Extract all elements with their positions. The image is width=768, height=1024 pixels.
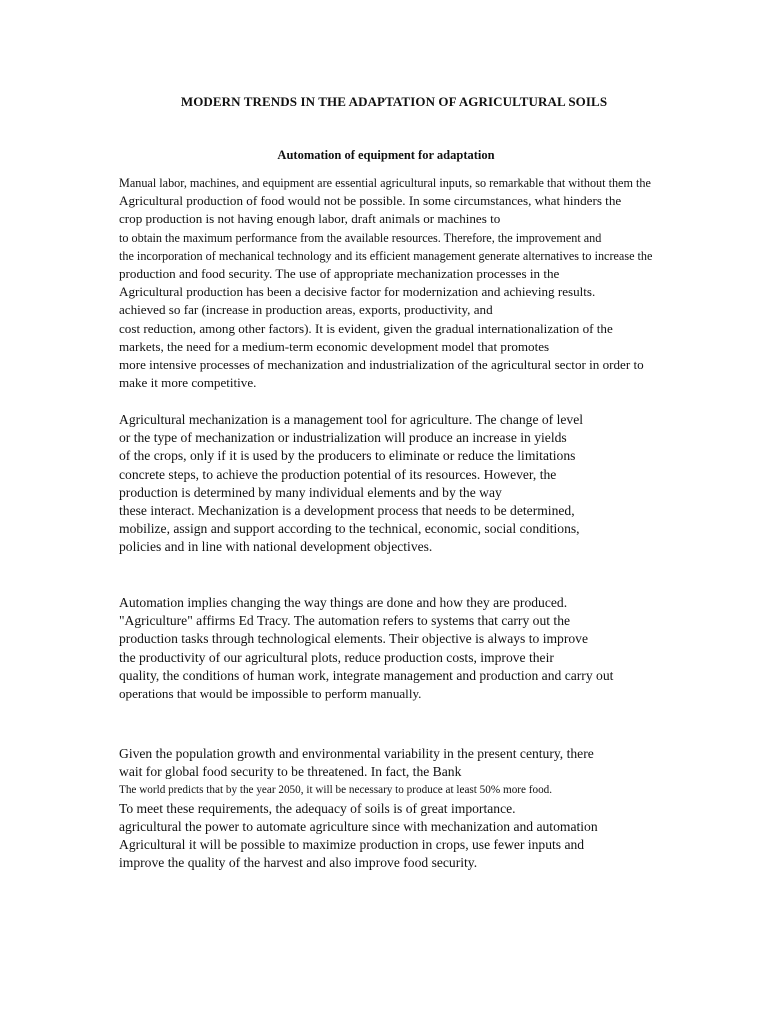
paragraph-line: Agricultural production of food would not be possible. In some circumstances, what hinders the <box>119 193 622 209</box>
paragraph-line: Agricultural production has been a decisive factor for modernization and achieving results. <box>119 284 596 300</box>
paragraph-3 <box>119 594 749 703</box>
paragraph-line: or the type of mechanization or industrialization will produce an increase in yields <box>119 430 567 446</box>
paragraph-line: the productivity of our agricultural plots, reduce production costs, improve their <box>119 649 554 665</box>
paragraph-line: wait for global food security to be threatened. In fact, the Bank <box>119 764 462 780</box>
paragraph-line: make it more competitive. <box>119 375 257 391</box>
paragraph-line: Automation implies changing the way things are done and how they are produced. <box>119 595 568 610</box>
document-title: MODERN TRENDS IN THE ADAPTATION OF AGRICULTURAL SOILS <box>180 94 608 109</box>
paragraph-line: policies and in line with national development objectives. <box>119 539 433 555</box>
paragraph-line: the incorporation of mechanical technology and its efficient management generate alternatives to increase the <box>119 248 653 263</box>
paragraph-line: The world predicts that by the year 2050, it will be necessary to produce at least 50% more food. <box>119 784 553 797</box>
paragraph-line: To meet these requirements, the adequacy of soils is of great importance. <box>119 800 516 816</box>
paragraph-1 <box>119 174 749 392</box>
paragraph-line: mobilize, assign and support according to the technical, economic, social conditions, <box>119 521 580 537</box>
paragraph-line: concrete steps, to achieve the production potential of its resources. However, the <box>119 466 557 482</box>
paragraph-line: these interact. Mechanization is a development process that needs to be determined, <box>119 502 575 518</box>
paragraph-line: crop production is not having enough labor, draft animals or machines to <box>119 211 501 227</box>
paragraph-line: cost reduction, among other factors). It is evident, given the gradual internationalization of the <box>119 320 613 336</box>
paragraph-line: markets, the need for a medium-term economic development model that promotes <box>119 338 550 354</box>
paragraph-line: of the crops, only if it is used by the producers to eliminate or reduce the limitations <box>119 448 576 464</box>
paragraph-line: "Agriculture" affirms Ed Tracy. The automation refers to systems that carry out the <box>119 613 571 629</box>
paragraph-line: improve the quality of the harvest and also improve food security. <box>119 855 478 871</box>
paragraph-4 <box>119 745 749 872</box>
paragraph-line: production and food security. The use of appropriate mechanization processes in the <box>119 265 560 281</box>
paragraph-line: to obtain the maximum performance from the available resources. Therefore, the improvement and <box>119 230 602 245</box>
paragraph-line: Given the population growth and environmental variability in the present century, there <box>119 746 594 761</box>
paragraph-line: quality, the conditions of human work, integrate management and production and carry out <box>119 667 614 683</box>
paragraph-line: more intensive processes of mechanization and industrialization of the agricultural sector in order to <box>119 356 644 372</box>
paragraph-line: agricultural the power to automate agriculture since with mechanization and automation <box>119 818 598 834</box>
paragraph-line: production is determined by many individual elements and by the way <box>119 484 502 500</box>
paragraph-line: Manual labor, machines, and equipment are essential agricultural inputs, so remarkable that without them the <box>119 176 651 190</box>
paragraph-line: achieved so far (increase in production areas, exports, productivity, and <box>119 302 493 318</box>
section-heading: Automation of equipment for adaptation <box>277 148 495 162</box>
paragraph-2 <box>119 411 749 557</box>
paragraph-line: Agricultural mechanization is a management tool for agriculture. The change of level <box>119 412 584 427</box>
paragraph-line: production tasks through technological elements. Their objective is always to improve <box>119 631 588 647</box>
paragraph-line: operations that would be impossible to perform manually. <box>119 685 422 701</box>
paragraph-line: Agricultural it will be possible to maximize production in crops, use fewer inputs and <box>119 836 585 852</box>
